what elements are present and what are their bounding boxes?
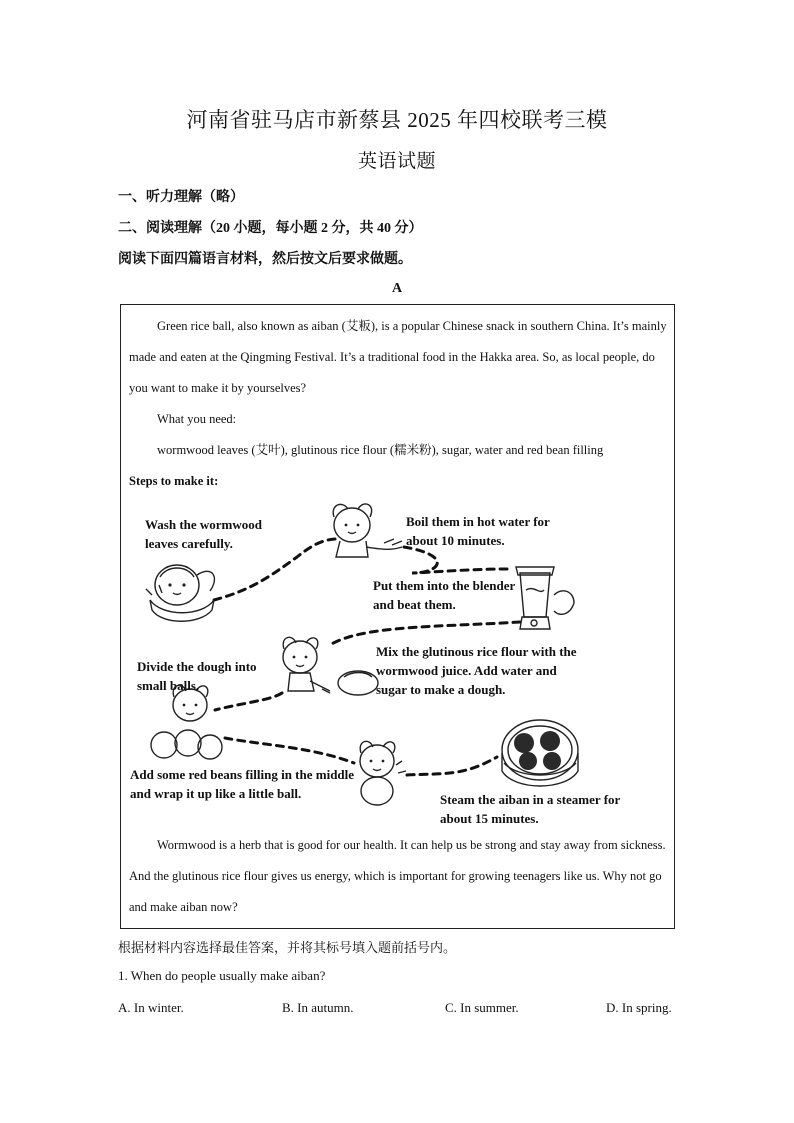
step-2-label: Boil them in hot water for about 10 minutes. [406,514,550,548]
section-listening: 一、听力理解（略） [118,190,244,205]
step-6-label: Add some red beans filling in the middle and wrap it up like a little ball. [130,767,355,801]
mixing-figure-icon [283,637,378,695]
dividing-figure-icon [151,685,222,759]
question-1-option-a[interactable]: A. In winter. [118,1000,184,1015]
step-1-label: Wash the wormwood leaves carefully. [145,517,263,551]
question-1-option-d[interactable]: D. In spring. [606,1000,672,1015]
ingredients-list: wormwood leaves (艾叶), glutinous rice flour (糯米粉), sugar, water and red bean filling [157,443,604,457]
question-1-stem: 1. When do people usually make aiban? [118,968,326,983]
blender-icon [516,567,574,629]
page-subtitle: 英语试题 [357,151,436,172]
question-1-option-b[interactable]: B. In autumn. [282,1000,354,1015]
boiling-figure-icon [333,504,402,557]
section-reading: 二、阅读理解（20 小题，每小题 2 分，共 40 分） [118,221,423,236]
need-label: What you need: [157,412,237,426]
question-1-option-c[interactable]: C. In summer. [445,1000,519,1015]
passage-label: A [391,281,403,296]
question-instruction: 根据材料内容选择最佳答案，并将其标号填入题前括号内。 [118,940,457,955]
step-5-label: Divide the dough into small balls. [137,659,257,693]
step-path-6 [407,757,497,775]
washing-figure-icon [146,565,214,621]
step-3-label: Put them into the blender and beat them. [373,578,516,612]
step-path-5 [225,738,354,763]
steps-label: Steps to make it: [129,474,219,488]
step-7-label: Steam the aiban in a steamer for about 15 minutes. [440,792,621,826]
step-4-label: Mix the glutinous rice flour with the wormwood juice. Add water and sugar to make a dough. [376,644,577,697]
page-title: 河南省驻马店市新蔡县 2025 年四校联考三模 [186,108,608,132]
steamer-icon [502,720,578,786]
step-path-2 [404,547,507,573]
passage-outro: Wormwood is a herb that is good for our health. It can help us be strong and stay away from sickness. And the glutinous rice flour gives us energy, which is important for growing teenagers like us. Why not go and make aiban now? [129,838,666,914]
reading-instruction: 阅读下面四篇语言材料，然后按文后要求做题。 [118,252,412,267]
step-path-4 [215,693,282,710]
passage-intro: Green rice ball, also known as aiban (艾粄), is a popular Chinese snack in southern China. It’s mainly made and eaten at the Qingming Festival. It’s a traditional food in the Hakka area. So, as local people, do you want to make it by yourselves? [129,319,667,395]
